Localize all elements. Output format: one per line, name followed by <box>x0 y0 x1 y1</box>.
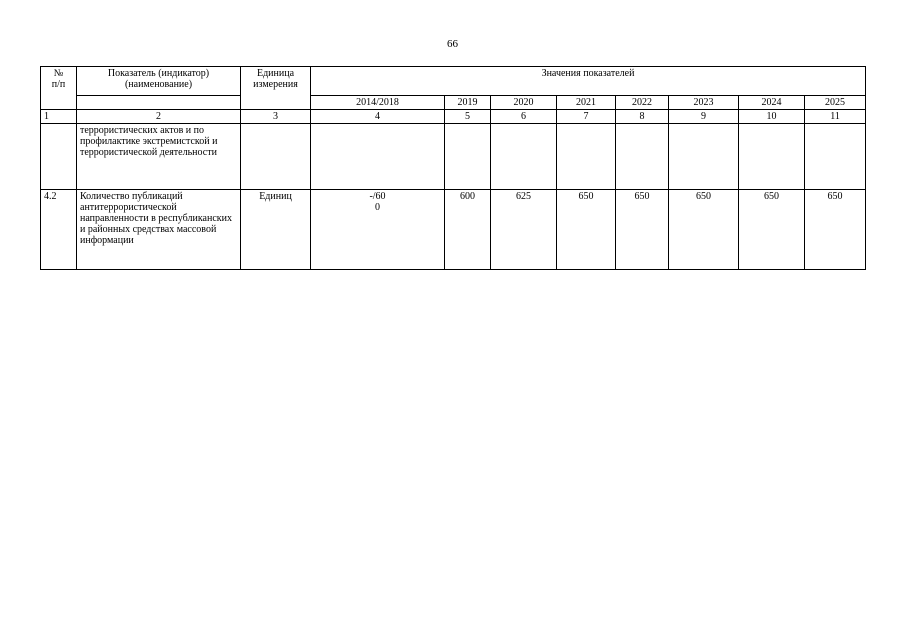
row-value-cell <box>616 124 669 190</box>
column-number-cell: 8 <box>616 110 669 124</box>
header-num-line2: п/п <box>51 79 66 90</box>
header-num-cell <box>41 67 77 110</box>
header-indicator-line1: Показатель (индикатор) <box>107 68 210 79</box>
header-indicator-empty <box>77 96 241 110</box>
indicators-table <box>40 66 866 270</box>
header-unit-cell <box>241 67 311 110</box>
year-cell: 2024 <box>739 96 805 110</box>
header-num-line1: № <box>53 68 64 79</box>
column-number-cell: 2 <box>77 110 241 124</box>
row-value-cell: 625 <box>491 190 557 270</box>
header-indicator-line2: (наименование) <box>124 79 193 90</box>
year-cell: 2019 <box>445 96 491 110</box>
header-indicator-cell <box>77 67 241 96</box>
row-value-cell <box>669 124 739 190</box>
page-number: 66 <box>447 38 458 50</box>
row-value-cell <box>311 124 445 190</box>
row-num-cell <box>41 124 77 190</box>
row-indicator-cell: Количество публикаций антитеррористической направленности в республиканских и районных средствах массовой информации <box>77 190 241 270</box>
header-years-row <box>41 96 866 110</box>
column-number-cell: 5 <box>445 110 491 124</box>
row-num-cell: 4.2 <box>41 190 77 270</box>
row-value-cell: 600 <box>445 190 491 270</box>
row-unit-cell <box>241 124 311 190</box>
year-cell: 2023 <box>669 96 739 110</box>
year-cell: 2025 <box>805 96 866 110</box>
year-cell: 2021 <box>557 96 616 110</box>
row-value-cell: 650 <box>805 190 866 270</box>
column-number-cell: 11 <box>805 110 866 124</box>
header-unit-line1: Единица <box>256 68 295 79</box>
column-number-cell: 1 <box>41 110 77 124</box>
row-value-cell: 650 <box>669 190 739 270</box>
header-unit-line2: измерения <box>253 79 298 90</box>
row-value-cell <box>805 124 866 190</box>
row-value-cell: 650 <box>557 190 616 270</box>
column-number-cell: 3 <box>241 110 311 124</box>
year-cell: 2020 <box>491 96 557 110</box>
row-value-cell <box>491 124 557 190</box>
table-row <box>41 190 866 270</box>
row-value-cell <box>445 124 491 190</box>
column-number-cell: 7 <box>557 110 616 124</box>
row-unit-cell: Единиц <box>241 190 311 270</box>
row-value-cell <box>557 124 616 190</box>
row-indicator-cell: террористических актов и по профилактике экстремистской и террористической деятельности <box>77 124 241 190</box>
column-number-row <box>41 110 866 124</box>
row-value-cell: -/60 0 <box>311 190 445 270</box>
header-values-group: Значения показателей <box>311 67 866 96</box>
column-number-cell: 10 <box>739 110 805 124</box>
column-number-cell: 6 <box>491 110 557 124</box>
year-cell: 2022 <box>616 96 669 110</box>
row-value-cell: 650 <box>616 190 669 270</box>
column-number-cell: 4 <box>311 110 445 124</box>
table-row <box>41 124 866 190</box>
year-cell: 2014/2018 <box>311 96 445 110</box>
row-value-cell <box>739 124 805 190</box>
header-row-main <box>41 67 866 96</box>
row-value-cell: 650 <box>739 190 805 270</box>
column-number-cell: 9 <box>669 110 739 124</box>
